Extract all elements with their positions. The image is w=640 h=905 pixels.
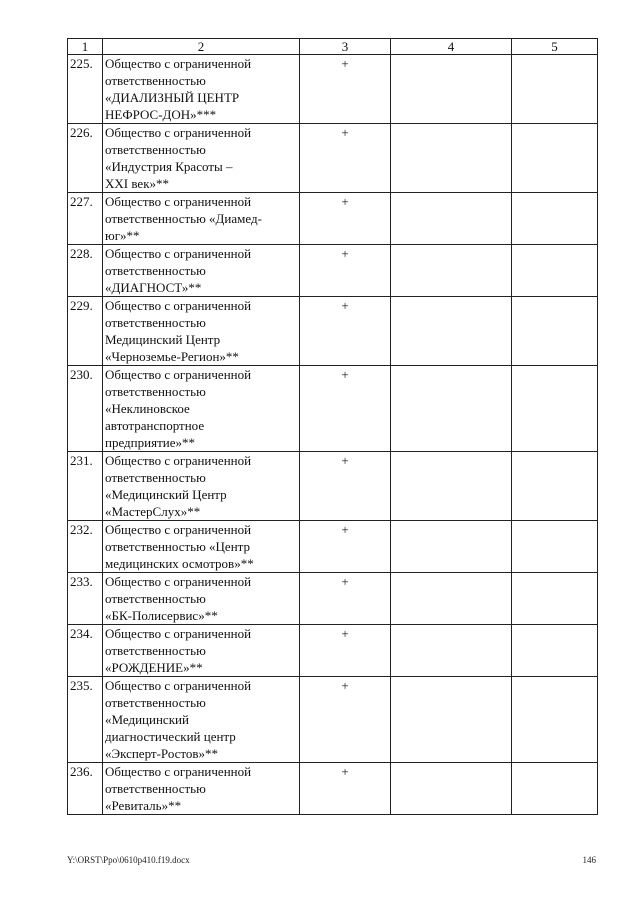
organization-name-line: «Индустрия Красоты – [105, 159, 233, 174]
column-4-cell [391, 573, 512, 625]
column-5-cell [512, 625, 598, 677]
column-3-cell: + [300, 521, 391, 573]
organization-name-cell [103, 297, 300, 366]
table-row [68, 573, 598, 625]
table-row [68, 245, 598, 297]
organization-name-line: «МастерСлух»** [105, 504, 201, 519]
column-4-cell [391, 193, 512, 245]
column-5-cell [512, 297, 598, 366]
table-body [68, 39, 598, 815]
footer-page-number: 146 [582, 855, 596, 865]
column-3-cell: + [300, 452, 391, 521]
organization-name-line: «ДИАГНОСТ»** [105, 280, 202, 295]
organization-name-line: «Черноземье-Регион»** [105, 349, 239, 364]
organization-name-line: «Неклиновское [105, 401, 190, 416]
organization-name-line: Общество с ограниченной [105, 626, 252, 641]
registry-table [67, 38, 598, 815]
organization-name-cell [103, 124, 300, 193]
column-4-cell [391, 245, 512, 297]
row-number: 225. [68, 55, 103, 124]
table-row [68, 55, 598, 124]
header-cell-4: 4 [391, 39, 512, 55]
column-5-cell [512, 193, 598, 245]
header-cell-2: 2 [103, 39, 300, 55]
column-5-cell [512, 677, 598, 763]
table-row [68, 763, 598, 815]
table-row [68, 625, 598, 677]
organization-name-line: ответственностью [105, 263, 206, 278]
organization-name-line: «Медицинский [105, 712, 189, 727]
organization-name-line: Общество с ограниченной [105, 246, 252, 261]
header-cell-5: 5 [512, 39, 598, 55]
footer-file-path: Y:\ORST\Ppo\0610p410.f19.docx [67, 855, 190, 865]
column-5-cell [512, 55, 598, 124]
organization-name-line: ответственностью [105, 695, 206, 710]
column-4-cell [391, 366, 512, 452]
organization-name-line: Общество с ограниченной [105, 367, 252, 382]
organization-name-cell [103, 366, 300, 452]
column-5-cell [512, 521, 598, 573]
column-4-cell [391, 625, 512, 677]
organization-name-cell [103, 55, 300, 124]
table-row [68, 677, 598, 763]
column-3-cell: + [300, 193, 391, 245]
column-5-cell [512, 366, 598, 452]
column-5-cell [512, 573, 598, 625]
column-4-cell [391, 124, 512, 193]
organization-name-line: «Эксперт-Ростов»** [105, 746, 219, 761]
organization-name-line: ответственностью [105, 470, 206, 485]
table-row [68, 452, 598, 521]
row-number: 233. [68, 573, 103, 625]
row-number: 230. [68, 366, 103, 452]
organization-name-line: ответственностью [105, 591, 206, 606]
column-5-cell [512, 452, 598, 521]
column-5-cell [512, 124, 598, 193]
organization-name-line: предприятие»** [105, 435, 195, 450]
column-3-cell: + [300, 625, 391, 677]
organization-name-line: «БК-Полисервис»** [105, 608, 218, 623]
row-number: 235. [68, 677, 103, 763]
organization-name-line: юг»** [105, 228, 140, 243]
organization-name-line: автотранспортное [105, 418, 205, 433]
organization-name-line: ответственностью [105, 384, 206, 399]
organization-name-line: «ДИАЛИЗНЫЙ ЦЕНТР [105, 90, 240, 105]
organization-name-cell [103, 521, 300, 573]
organization-name-cell [103, 452, 300, 521]
organization-name-line: Общество с ограниченной [105, 453, 252, 468]
column-3-cell: + [300, 573, 391, 625]
organization-name-line: НЕФРОС-ДОН»*** [105, 107, 217, 122]
table-row [68, 193, 598, 245]
row-number: 231. [68, 452, 103, 521]
organization-name-cell [103, 245, 300, 297]
column-3-cell: + [300, 677, 391, 763]
column-4-cell [391, 297, 512, 366]
organization-name-line: ответственностью [105, 315, 206, 330]
organization-name-line: «Ревиталь»** [105, 798, 182, 813]
header-cell-3: 3 [300, 39, 391, 55]
column-4-cell [391, 452, 512, 521]
organization-name-line: Медицинский Центр [105, 332, 221, 347]
column-4-cell [391, 677, 512, 763]
organization-name-line: ответственностью [105, 643, 206, 658]
column-4-cell [391, 763, 512, 815]
column-4-cell [391, 521, 512, 573]
row-number: 232. [68, 521, 103, 573]
organization-name-line: медицинских осмотров»** [105, 556, 254, 571]
organization-name-line: ответственностью [105, 142, 206, 157]
table-row [68, 297, 598, 366]
organization-name-line: диагностический центр [105, 729, 236, 744]
column-5-cell [512, 763, 598, 815]
organization-name-cell [103, 763, 300, 815]
organization-name-line: ответственностью [105, 73, 206, 88]
organization-name-line: Общество с ограниченной [105, 298, 252, 313]
organization-name-cell [103, 193, 300, 245]
organization-name-line: Общество с ограниченной [105, 764, 252, 779]
organization-name-line: Общество с ограниченной [105, 56, 252, 71]
organization-name-line: Общество с ограниченной [105, 574, 252, 589]
column-3-cell: + [300, 245, 391, 297]
organization-name-line: ответственностью [105, 781, 206, 796]
column-5-cell [512, 245, 598, 297]
column-4-cell [391, 55, 512, 124]
organization-name-line: ответственностью «Диамед- [105, 211, 262, 226]
organization-name-line: Общество с ограниченной [105, 125, 252, 140]
column-3-cell: + [300, 124, 391, 193]
column-3-cell: + [300, 297, 391, 366]
row-number: 234. [68, 625, 103, 677]
column-3-cell: + [300, 763, 391, 815]
row-number: 227. [68, 193, 103, 245]
column-3-cell: + [300, 366, 391, 452]
organization-name-line: «Медицинский Центр [105, 487, 227, 502]
table-row [68, 366, 598, 452]
organization-name-line: Общество с ограниченной [105, 522, 252, 537]
row-number: 228. [68, 245, 103, 297]
organization-name-line: «РОЖДЕНИЕ»** [105, 660, 203, 675]
row-number: 236. [68, 763, 103, 815]
row-number: 226. [68, 124, 103, 193]
organization-name-line: ответственностью «Центр [105, 539, 250, 554]
header-cell-1: 1 [68, 39, 103, 55]
column-3-cell: + [300, 55, 391, 124]
table-header-row [68, 39, 598, 55]
organization-name-line: Общество с ограниченной [105, 678, 252, 693]
row-number: 229. [68, 297, 103, 366]
organization-name-cell [103, 677, 300, 763]
organization-name-cell [103, 625, 300, 677]
organization-name-line: Общество с ограниченной [105, 194, 252, 209]
table-row [68, 124, 598, 193]
table-row [68, 521, 598, 573]
organization-name-cell [103, 573, 300, 625]
organization-name-line: XXI век»** [105, 176, 170, 191]
